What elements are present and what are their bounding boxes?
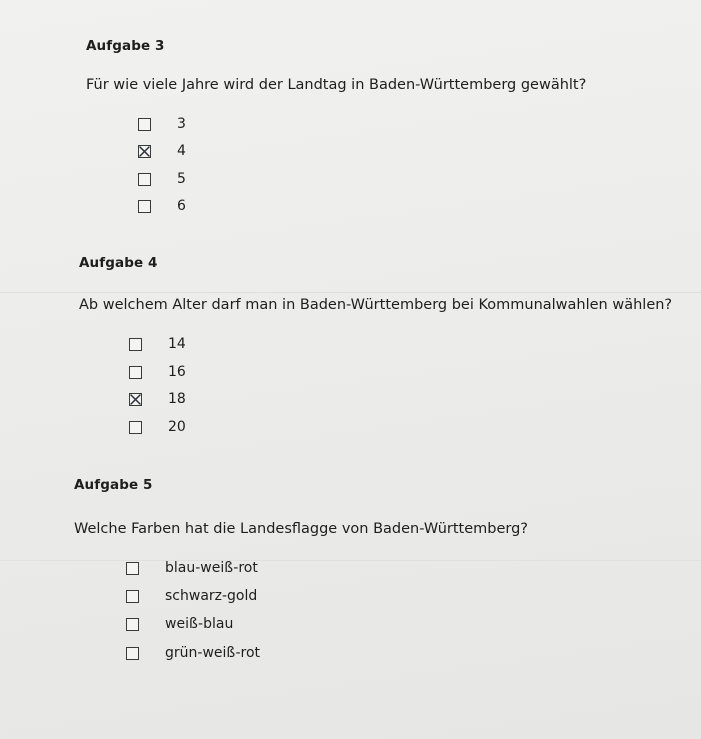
option-label: 20 [168, 419, 186, 435]
option-label: 5 [177, 171, 186, 187]
x-mark-icon [139, 146, 150, 157]
checkbox-empty-icon[interactable] [129, 421, 142, 434]
option-label: weiß-blau [165, 616, 234, 632]
option-label: 14 [168, 336, 186, 352]
task-3-option[interactable] [138, 169, 186, 189]
x-mark-icon [130, 394, 141, 405]
option-label: 6 [177, 198, 186, 214]
task-3-option[interactable] [138, 114, 186, 134]
task-3-option[interactable] [138, 196, 186, 216]
option-label: 4 [177, 143, 186, 159]
paper-crease [0, 560, 701, 561]
checkbox-empty-icon[interactable] [138, 200, 151, 213]
option-label: blau-weiß-rot [165, 560, 258, 576]
checkbox-empty-icon[interactable] [129, 366, 142, 379]
option-label: grün-weiß-rot [165, 645, 261, 661]
task-5-option[interactable] [126, 586, 257, 606]
task-4-option[interactable] [129, 362, 186, 382]
option-label: 16 [168, 364, 186, 380]
option-label: 3 [177, 116, 186, 132]
task-5-question: Welche Farben hat die Landesflagge von Baden-Württemberg? [74, 521, 528, 537]
checkbox-empty-icon[interactable] [126, 647, 139, 660]
option-label: 18 [168, 391, 186, 407]
checkbox-empty-icon[interactable] [126, 590, 139, 603]
task-3-title: Aufgabe 3 [86, 38, 165, 54]
task-4-option[interactable] [129, 389, 186, 409]
task-5-option[interactable] [126, 614, 233, 634]
paper-crease [0, 292, 701, 293]
checkbox-empty-icon[interactable] [126, 618, 139, 631]
checkbox-empty-icon[interactable] [138, 173, 151, 186]
checkbox-empty-icon[interactable] [129, 338, 142, 351]
task-4-option[interactable] [129, 334, 186, 354]
task-5-option[interactable] [126, 643, 260, 663]
checkbox-checked-icon[interactable] [138, 145, 151, 158]
task-5-option[interactable] [126, 558, 258, 578]
task-4-option[interactable] [129, 417, 186, 437]
option-label: schwarz-gold [165, 588, 258, 604]
task-3-option[interactable] [138, 141, 186, 161]
checkbox-empty-icon[interactable] [126, 562, 139, 575]
task-4-question: Ab welchem Alter darf man in Baden-Württemberg bei Kommunalwahlen wählen? [79, 297, 673, 313]
checkbox-checked-icon[interactable] [129, 393, 142, 406]
task-3-question: Für wie viele Jahre wird der Landtag in Baden-Württemberg gewählt? [86, 77, 587, 93]
checkbox-empty-icon[interactable] [138, 118, 151, 131]
task-4-title: Aufgabe 4 [79, 255, 158, 271]
task-5-title: Aufgabe 5 [74, 477, 153, 493]
